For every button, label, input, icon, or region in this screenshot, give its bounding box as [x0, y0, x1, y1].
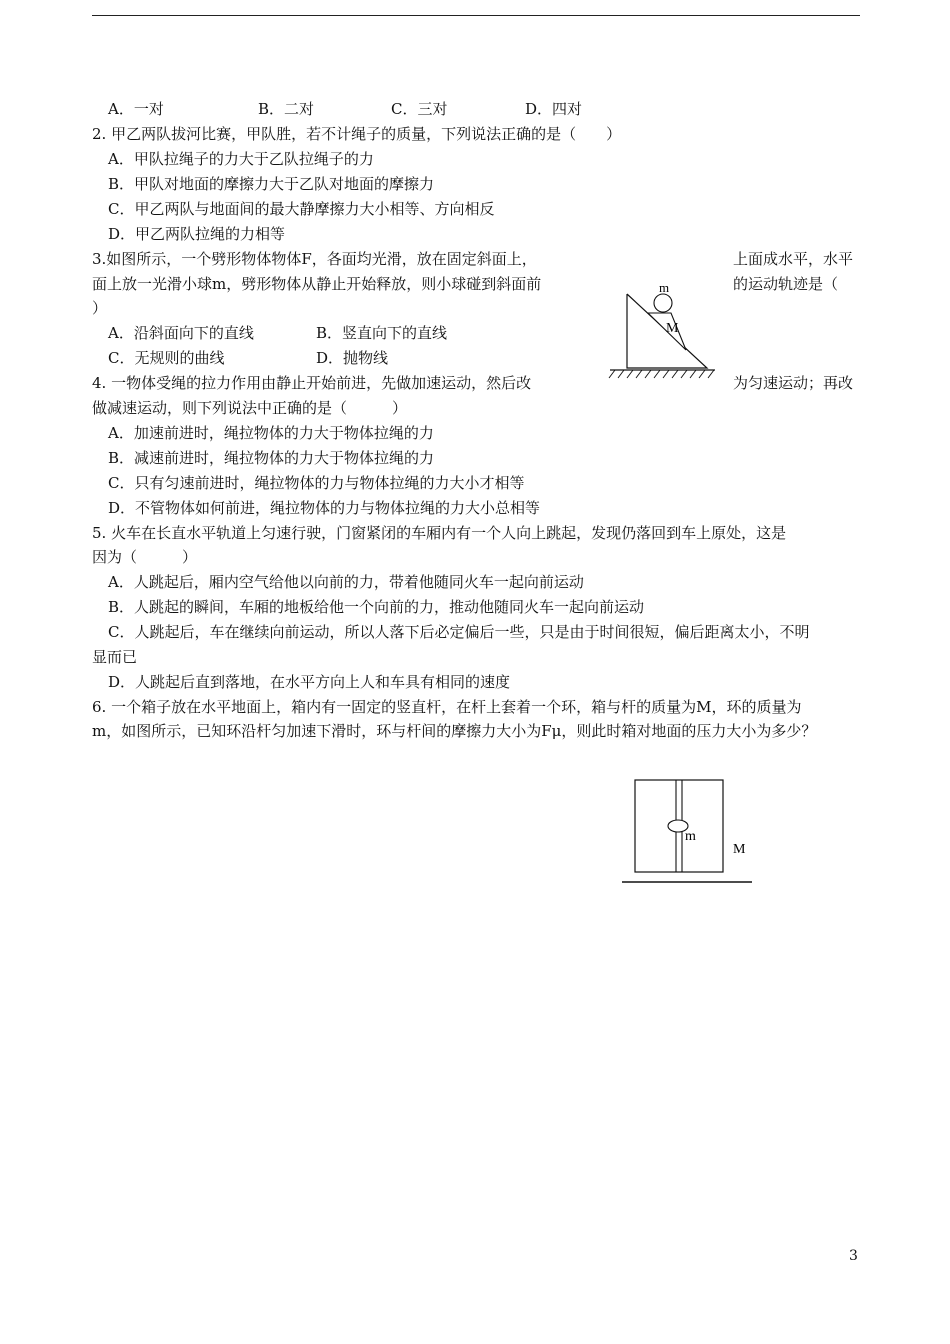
- q3-stem-line3: ）: [92, 299, 108, 317]
- q4-option-d: D．不管物体如何前进，绳拉物体的力与物体拉绳的力大小总相等: [108, 499, 541, 517]
- q3-stem-line1-left: 3.如图所示，一个劈形物体物体F，各面均光滑，放在固定斜面上，: [92, 250, 537, 268]
- q5-option-c-continued: 显而已: [92, 648, 138, 666]
- q4-option-b: B．减速前进时，绳拉物体的力大于物体拉绳的力: [108, 449, 435, 467]
- q4-stem-line2: 做减速运动，则下列说法中正确的是（ ）: [92, 399, 408, 417]
- q5-option-b: B．人跳起的瞬间，车厢的地板给他一个向前的力，推动他随同火车一起向前运动: [108, 598, 645, 616]
- ball: [654, 294, 672, 312]
- q2-option-c: C．甲乙两队与地面间的最大静摩擦力大小相等、方向相反: [108, 200, 495, 218]
- q1-option-a: A．一对: [108, 100, 164, 118]
- q3-option-a: A．沿斜面向下的直线: [108, 324, 254, 342]
- header-rule: [92, 15, 860, 16]
- ground-hatching: [609, 370, 714, 378]
- q3-option-c: C．无规则的曲线: [108, 349, 225, 367]
- wedge-label: M: [666, 321, 679, 336]
- q1-option-b: B．二对: [258, 100, 315, 118]
- q5-option-c: C．人跳起后，车在继续向前运动，所以人落下后必定偏后一些，只是由于时间很短，偏后距离太小，不明: [108, 623, 810, 641]
- q2-option-b: B．甲队对地面的摩擦力大于乙队对地面的摩擦力: [108, 175, 435, 193]
- q2-option-d: D．甲乙两队拉绳的力相等: [108, 225, 286, 243]
- q3-option-d: D．抛物线: [316, 349, 389, 367]
- q3-stem-line2-right: 的运动轨迹是（: [733, 275, 839, 293]
- q1-option-d: D．四对: [525, 100, 583, 118]
- q3-option-b: B．竖直向下的直线: [316, 324, 448, 342]
- ball-label: m: [659, 280, 670, 295]
- wedge-incline-figure: [605, 278, 720, 384]
- q4-stem-line1-left: 4. 一物体受绳的拉力作用由静止开始前进，先做加速运动，然后改: [92, 374, 532, 392]
- box-rod-ring-figure: [618, 776, 758, 886]
- q4-option-a: A．加速前进时，绳拉物体的力大于物体拉绳的力: [108, 424, 434, 442]
- page-number: 3: [849, 1248, 858, 1264]
- box-label: M: [733, 842, 746, 857]
- q6-stem-line2: m，如图所示，已知环沿杆匀加速下滑时，环与杆间的摩擦力大小为Fμ，则此时箱对地面的压力大小为多少？: [92, 722, 817, 740]
- q6-stem-line1: 6. 一个箱子放在水平地面上，箱内有一固定的竖直杆，在杆上套着一个环，箱与杆的质量为M，环的质量为: [92, 698, 802, 716]
- q5-stem-line2: 因为（ ）: [92, 548, 198, 566]
- q4-option-c: C．只有匀速前进时，绳拉物体的力与物体拉绳的力大小才相等: [108, 474, 525, 492]
- q3-stem-line1-right: 上面成水平，水平: [733, 250, 854, 268]
- q2-stem: 2. 甲乙两队拔河比赛，甲队胜，若不计绳子的质量，下列说法正确的是（ ）: [92, 125, 622, 143]
- q5-stem-line1: 5. 火车在长直水平轨道上匀速行驶，门窗紧闭的车厢内有一个人向上跳起，发现仍落回到车上原处，这是: [92, 524, 787, 542]
- ring-label: m: [685, 829, 696, 844]
- q4-stem-line1-right: 为匀速运动；再改: [733, 374, 854, 392]
- q3-stem-line2-left: 面上放一光滑小球m，劈形物体从静止开始释放，则小球碰到斜面前: [92, 275, 542, 293]
- q5-option-d: D．人跳起后直到落地，在水平方向上人和车具有相同的速度: [108, 673, 511, 691]
- q2-option-a: A．甲队拉绳子的力大于乙队拉绳子的力: [108, 150, 374, 168]
- q5-option-a: A．人跳起后，厢内空气给他以向前的力，带着他随同火车一起向前运动: [108, 573, 584, 591]
- q1-option-c: C．三对: [391, 100, 448, 118]
